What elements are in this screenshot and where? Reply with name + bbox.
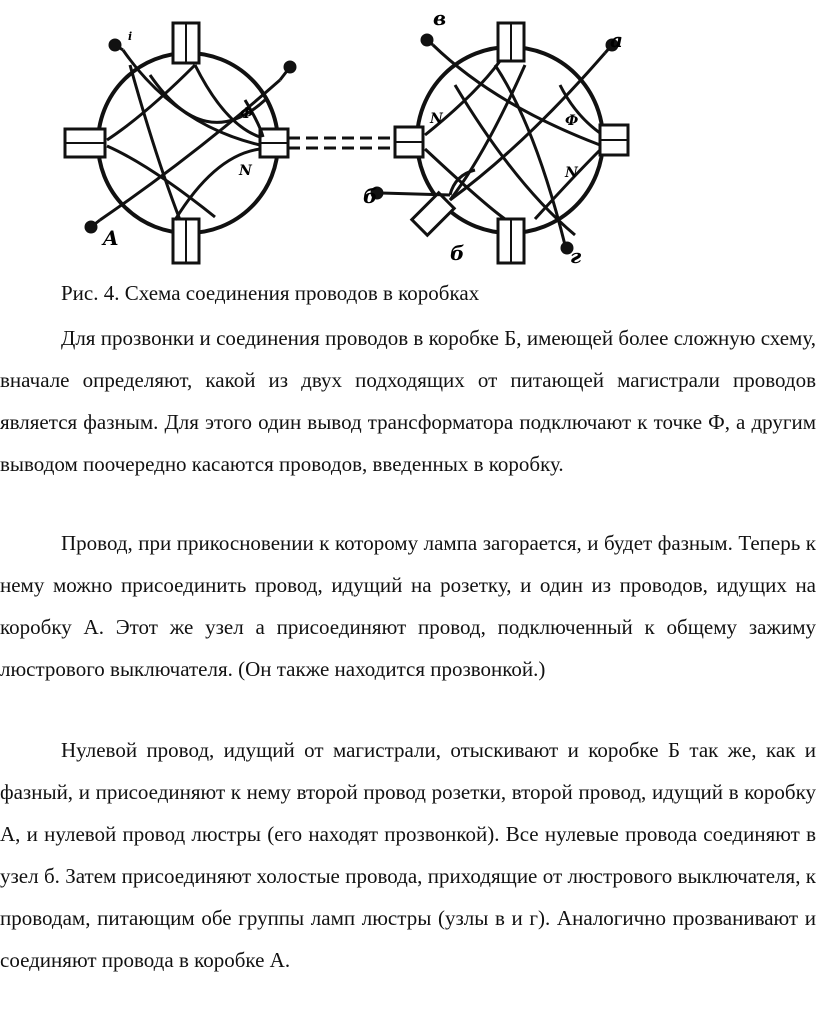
paragraph-1 [0,317,816,485]
junction-box-b [371,23,628,263]
box-b-label: б [450,241,465,265]
paragraph-2 [0,522,816,690]
top-left-mark: i [128,30,133,43]
neutral-label-left: N [239,163,252,179]
node-v-label: в [433,6,447,30]
paragraph-2-text: Провод, при прикосновении к которому лампа загорается, и будет фазным. Теперь к нему можно присоединить провод, идущий на розетку, и один из проводов, идущих на коробку А. Этот же узел а присоединяют провод, подключенный к общему зажиму люстрового выключателя. (Он также находится прозвонкой.) [0,531,816,681]
neutral-label-right-2: N [565,165,578,181]
wiring-diagram-svg [55,5,635,270]
wiring-diagram-figure [55,5,635,270]
phase-label-left: Ф [240,106,254,122]
phase-label-right: Ф [565,113,579,129]
neutral-label-right-1: N [430,111,443,127]
node-a-label: а [610,28,623,52]
node-b-label: б [363,184,378,208]
paragraph-3-text: Нулевой провод, идущий от магистрали, отыскивают и коробке Б так же, как и фазный, и присоединяют к нему второй провод розетки, второй провод, идущий в коробку А, и нулевой провод люстры (его находят прозвонкой). Все нулевые провода соединяют в узел б. Затем присоединяют холостые провода, приходящие от люстрового выключателя, к проводам, питающим обе группы ламп люстры (узлы в и г). Аналогично прозванивают и соединяют провода в коробке А. [0,738,816,972]
box-a-label: A [103,226,119,250]
paragraph-1-text: Для прозвонки и соединения проводов в коробке Б, имеющей более сложную схему, вначале определяют, какой из двух подходящих от питающей магистрали проводов является фазным. Для этого один вывод трансформатора подключают к точке Ф, а другим выводом поочередно касаются проводов, введенных в коробку. [0,326,816,476]
paragraph-3 [0,729,816,981]
figure-caption: Рис. 4. Схема соединения проводов в коробках [61,281,480,305]
node-g-label: г [570,244,582,268]
